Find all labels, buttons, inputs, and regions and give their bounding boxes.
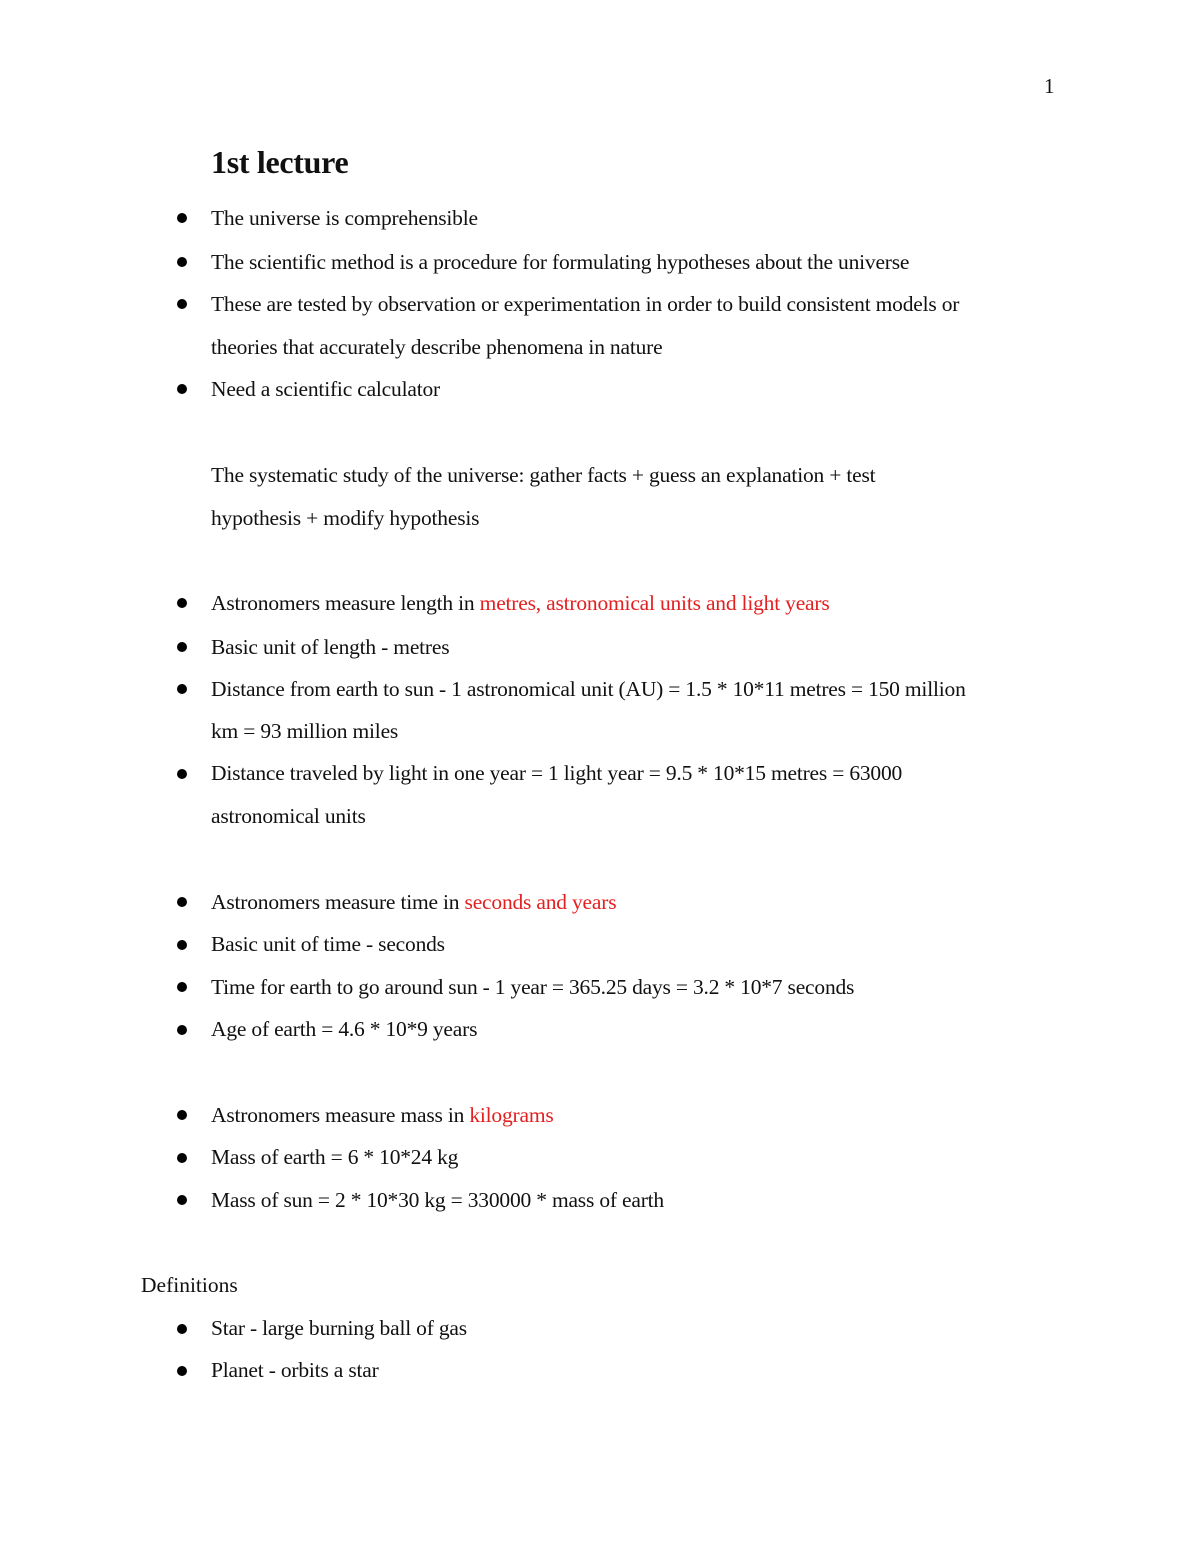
list-item: The scientific method is a procedure for formulating hypotheses about the universe bbox=[211, 250, 910, 274]
paragraph: The systematic study of the universe: gather facts + guess an explanation + test bbox=[211, 463, 876, 487]
bullet-icon bbox=[177, 598, 187, 608]
section-heading: Definitions bbox=[141, 1273, 238, 1297]
list-item bbox=[211, 881, 616, 924]
page-number: 1 bbox=[1044, 74, 1055, 98]
list-item: Mass of earth = 6 * 10*24 kg bbox=[211, 1145, 459, 1169]
list-item: Need a scientific calculator bbox=[211, 377, 440, 401]
list-item: These are tested by observation or experimentation in order to build consistent models or bbox=[211, 292, 960, 316]
list-item: Mass of sun = 2 * 10*30 kg = 330000 * mass of earth bbox=[211, 1188, 664, 1212]
list-item: Basic unit of time - seconds bbox=[211, 932, 445, 956]
bullet-icon bbox=[177, 213, 187, 223]
highlight-text: seconds and years bbox=[464, 890, 617, 914]
bullet-icon bbox=[177, 940, 187, 950]
highlight-text: kilograms bbox=[469, 1103, 554, 1127]
bullet-icon bbox=[177, 384, 187, 394]
bullet-icon bbox=[177, 1324, 187, 1334]
bullet-icon bbox=[177, 1110, 187, 1120]
bullet-icon bbox=[177, 684, 187, 694]
list-item: Star - large burning ball of gas bbox=[211, 1316, 467, 1340]
list-item: Basic unit of length - metres bbox=[211, 635, 450, 659]
bullet-icon bbox=[177, 642, 187, 652]
list-item-text: Astronomers measure length in bbox=[211, 591, 480, 615]
list-item-continuation: theories that accurately describe phenomena in nature bbox=[211, 335, 663, 359]
bullet-icon bbox=[177, 982, 187, 992]
list-item bbox=[211, 1094, 554, 1137]
list-item: Age of earth = 4.6 * 10*9 years bbox=[211, 1017, 478, 1041]
page-title: 1st lecture bbox=[211, 144, 349, 180]
list-item: Planet - orbits a star bbox=[211, 1358, 379, 1382]
bullet-icon bbox=[177, 299, 187, 309]
list-item: Distance traveled by light in one year = 1 light year = 9.5 * 10*15 metres = 63000 bbox=[211, 761, 903, 785]
bullet-icon bbox=[177, 1366, 187, 1376]
list-item bbox=[211, 582, 830, 625]
list-item-text: Astronomers measure time in bbox=[211, 890, 465, 914]
list-item-text: Astronomers measure mass in bbox=[211, 1103, 470, 1127]
bullet-icon bbox=[177, 1153, 187, 1163]
list-item: Time for earth to go around sun - 1 year = 365.25 days = 3.2 * 10*7 seconds bbox=[211, 975, 855, 999]
list-item-continuation: km = 93 million miles bbox=[211, 719, 399, 743]
bullet-icon bbox=[177, 897, 187, 907]
list-item: Distance from earth to sun - 1 astronomical unit (AU) = 1.5 * 10*11 metres = 150 million bbox=[211, 677, 966, 701]
list-item-continuation: astronomical units bbox=[211, 804, 366, 828]
bullet-icon bbox=[177, 257, 187, 267]
paragraph-continuation: hypothesis + modify hypothesis bbox=[211, 506, 480, 530]
bullet-icon bbox=[177, 769, 187, 779]
list-item: The universe is comprehensible bbox=[211, 206, 478, 230]
highlight-text: metres, astronomical units and light years bbox=[479, 591, 830, 615]
bullet-icon bbox=[177, 1195, 187, 1205]
bullet-icon bbox=[177, 1025, 187, 1035]
